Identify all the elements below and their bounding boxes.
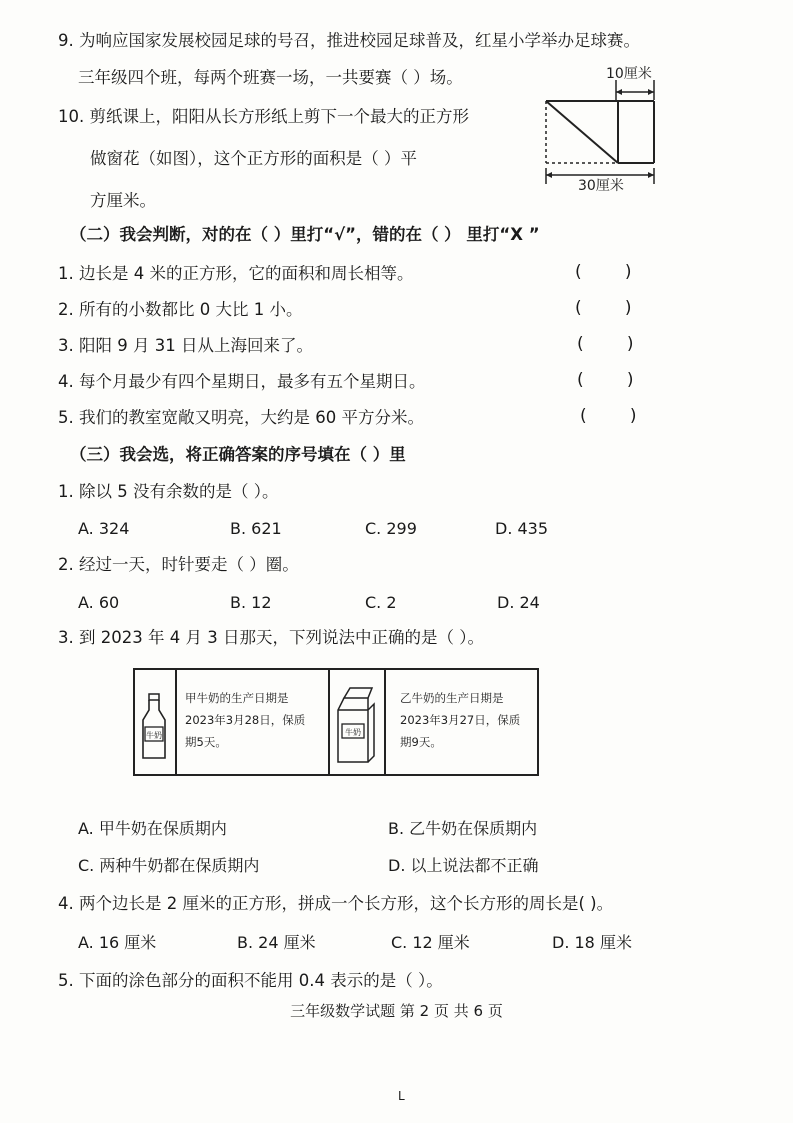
rectangle-paper-figure [540,62,665,192]
milk-a-line1: 甲牛奶的生产日期是 [185,691,289,705]
section3-heading: （三）我会选，将正确答案的序号填在（ ）里 [70,445,406,464]
answer-bracket-4[interactable]: ( ) [577,370,634,390]
q9-line1: 9. 为响应国家发展校园足球的号召，推进校园足球普及，红星小学举办足球赛。 [58,31,640,50]
bottle-label: 牛奶 [146,731,162,740]
section2-heading: （二）我会判断，对的在（ ）里打“√”，错的在（ ） 里打“X ” [70,225,540,244]
top-dimension-label: 10厘米 [606,66,652,82]
answer-bracket-5[interactable]: ( ) [580,406,637,426]
q2-option-d[interactable]: D. 24 [497,593,540,612]
choice-q4-stem: 4. 两个边长是 2 厘米的正方形，拼成一个长方形，这个长方形的周长是( )。 [58,894,614,913]
milk-carton-icon [330,670,384,774]
judge-item-5: 5. 我们的教室宽敞又明亮，大约是 60 平方分米。 [58,408,424,427]
q1-option-b[interactable]: B. 621 [230,519,282,538]
carton-cell [330,670,386,774]
bottle-cell [135,670,177,774]
answer-bracket-1[interactable]: ( ) [575,262,632,282]
milk-bottle-icon [135,670,175,774]
q1-option-c[interactable]: C. 299 [365,519,417,538]
q10-line2: 做窗花（如图），这个正方形的面积是（ ）平 [90,149,417,168]
q3-option-c[interactable]: C. 两种牛奶都在保质期内 [78,856,260,875]
q4-option-c[interactable]: C. 12 厘米 [391,933,470,952]
bottom-dimension-label: 30厘米 [578,178,624,192]
judge-item-3: 3. 阳阳 9 月 31 日从上海回来了。 [58,336,313,355]
milk-a-cell [177,670,330,774]
q10-line3: 方厘米。 [90,191,156,210]
choice-q1-stem: 1. 除以 5 没有余数的是（ ）。 [58,482,279,501]
q3-option-d[interactable]: D. 以上说法都不正确 [388,856,539,875]
milk-a-line2: 2023年3月28日，保质 [185,713,306,727]
q4-option-a[interactable]: A. 16 厘米 [78,933,157,952]
page-footer: 三年级数学试题 第 2 页 共 6 页 [290,1002,503,1020]
judge-item-1: 1. 边长是 4 米的正方形，它的面积和周长相等。 [58,264,414,283]
q3-option-b[interactable]: B. 乙牛奶在保质期内 [388,819,538,838]
answer-bracket-2[interactable]: ( ) [575,298,632,318]
q1-option-a[interactable]: A. 324 [78,519,130,538]
q1-option-d[interactable]: D. 435 [495,519,549,538]
milk-b-cell [386,670,537,774]
q2-option-b[interactable]: B. 12 [230,593,272,612]
milk-info-table [133,668,539,776]
choice-q3-stem: 3. 到 2023 年 4 月 3 日那天，下列说法中正确的是（ ）。 [58,628,484,647]
choice-q2-stem: 2. 经过一天，时针要走（ ）圈。 [58,555,299,574]
milk-b-line1: 乙牛奶的生产日期是 [400,691,504,705]
q2-option-a[interactable]: A. 60 [78,593,120,612]
milk-a-line3: 期5天。 [185,735,227,749]
q9-line2: 三年级四个班，每两个班赛一场，一共要赛（ ）场。 [78,68,463,87]
q10-line1: 10. 剪纸课上，阳阳从长方形纸上剪下一个最大的正方形 [58,107,469,126]
q2-option-c[interactable]: C. 2 [365,593,397,612]
judge-item-2: 2. 所有的小数都比 0 大比 1 小。 [58,300,303,319]
answer-bracket-3[interactable]: ( ) [577,334,634,354]
q4-option-d[interactable]: D. 18 厘米 [552,933,632,952]
q4-option-b[interactable]: B. 24 厘米 [237,933,316,952]
choice-q5-stem: 5. 下面的涂色部分的面积不能用 0.4 表示的是（ ）。 [58,971,443,990]
judge-item-4: 4. 每个月最少有四个星期日，最多有五个星期日。 [58,372,426,391]
milk-b-line3: 期9天。 [400,735,442,749]
bottom-scan-mark: L [398,1089,405,1103]
q3-option-a[interactable]: A. 甲牛奶在保质期内 [78,819,227,838]
milk-b-line2: 2023年3月27日，保质 [400,713,521,727]
carton-label: 牛奶 [345,728,361,737]
